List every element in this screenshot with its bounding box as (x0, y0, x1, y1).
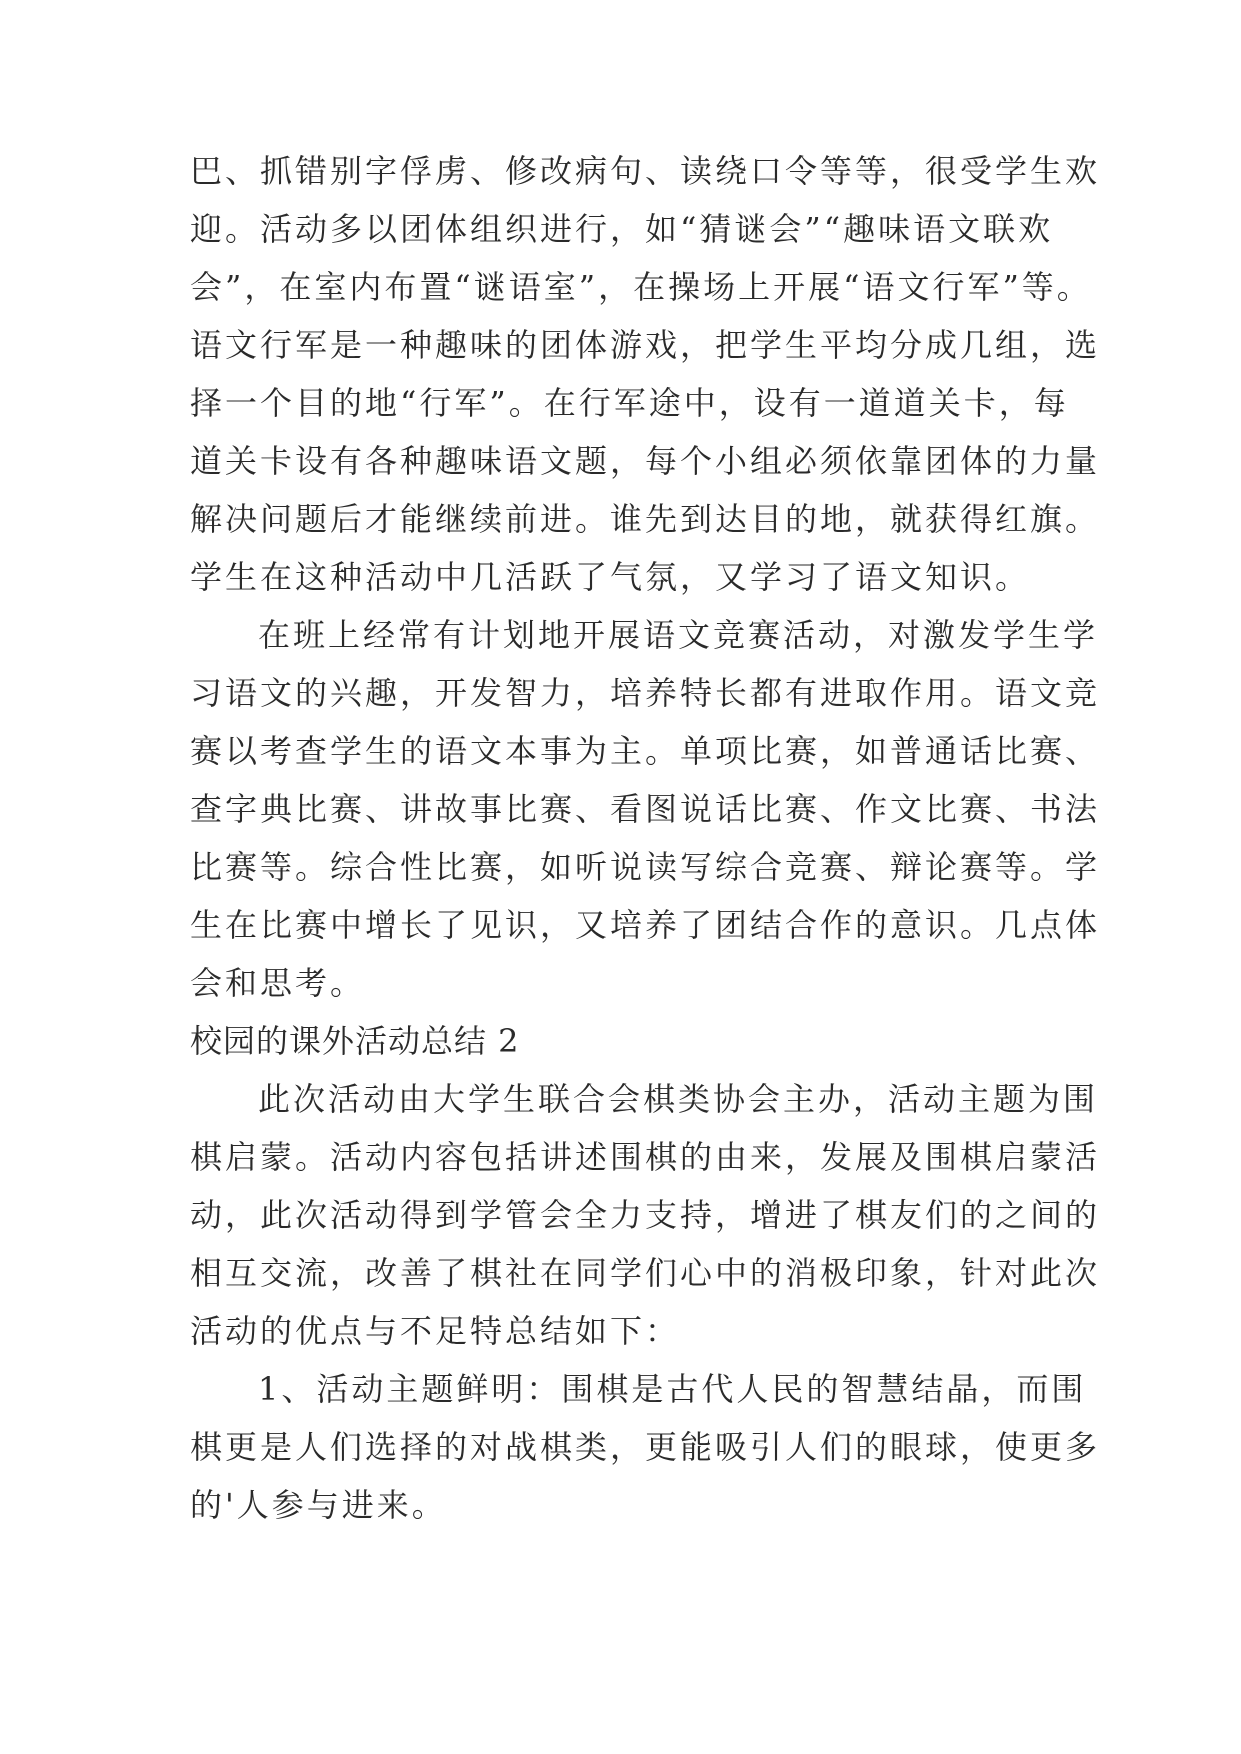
text-line: 动，此次活动得到学管会全力支持，增进了棋友们的之间的 (190, 1196, 1101, 1234)
text-line: 巴、抓错别字俘虏、修改病句、读绕口令等等，很受学生欢 (190, 152, 1101, 190)
text-line: 1、活动主题鲜明：围棋是古代人民的智慧结晶，而围 (258, 1370, 1087, 1408)
text-line: 解决问题后才能继续前进。谁先到达目的地，就获得红旗。 (190, 500, 1101, 538)
text-line: 会和思考。 (190, 964, 366, 1002)
text-line: 棋启蒙。活动内容包括讲述围棋的由来，发展及围棋启蒙活 (190, 1138, 1101, 1176)
text-line: 择一个目的地“行军”。在行军途中，设有一道道关卡，每 (190, 384, 1069, 422)
text-line: 迎。活动多以团体组织进行，如“猜谜会”“趣味语文联欢 (190, 210, 1054, 248)
text-line: 赛以考查学生的语文本事为主。单项比赛，如普通话比赛、 (190, 732, 1101, 770)
text-line: 比赛等。综合性比赛，如听说读写综合竞赛、辩论赛等。学 (190, 848, 1101, 886)
text-line: 学生在这种活动中几活跃了气氛，又学习了语文知识。 (190, 558, 1031, 596)
text-line: 在班上经常有计划地开展语文竞赛活动，对激发学生学 (258, 616, 1099, 654)
document-body (190, 142, 1101, 1534)
text-line: 会”，在室内布置“谜语室”，在操场上开展“语文行军”等。 (190, 268, 1092, 306)
text-line: 查字典比赛、讲故事比赛、看图说话比赛、作文比赛、书法 (190, 790, 1101, 828)
text-line: 相互交流，改善了棋社在同学们心中的消极印象，针对此次 (190, 1254, 1101, 1292)
text-line: 生在比赛中增长了见识，又培养了团结合作的意识。几点体 (190, 906, 1101, 944)
text-line: 语文行军是一种趣味的团体游戏，把学生平均分成几组，选 (190, 326, 1101, 364)
text-line: 习语文的兴趣，开发智力，培养特长都有进取作用。语文竞 (190, 674, 1101, 712)
text-line: 棋更是人们选择的对战棋类，更能吸引人们的眼球，使更多 (190, 1428, 1101, 1466)
text-line: 的'人参与进来。 (190, 1486, 447, 1524)
text-line: 活动的优点与不足特总结如下： (190, 1312, 681, 1350)
section-heading: 校园的课外活动总结 2 (190, 1022, 520, 1060)
text-line: 道关卡设有各种趣味语文题，每个小组必须依靠团体的力量 (190, 442, 1101, 480)
text-line: 此次活动由大学生联合会棋类协会主办，活动主题为围 (258, 1080, 1099, 1118)
